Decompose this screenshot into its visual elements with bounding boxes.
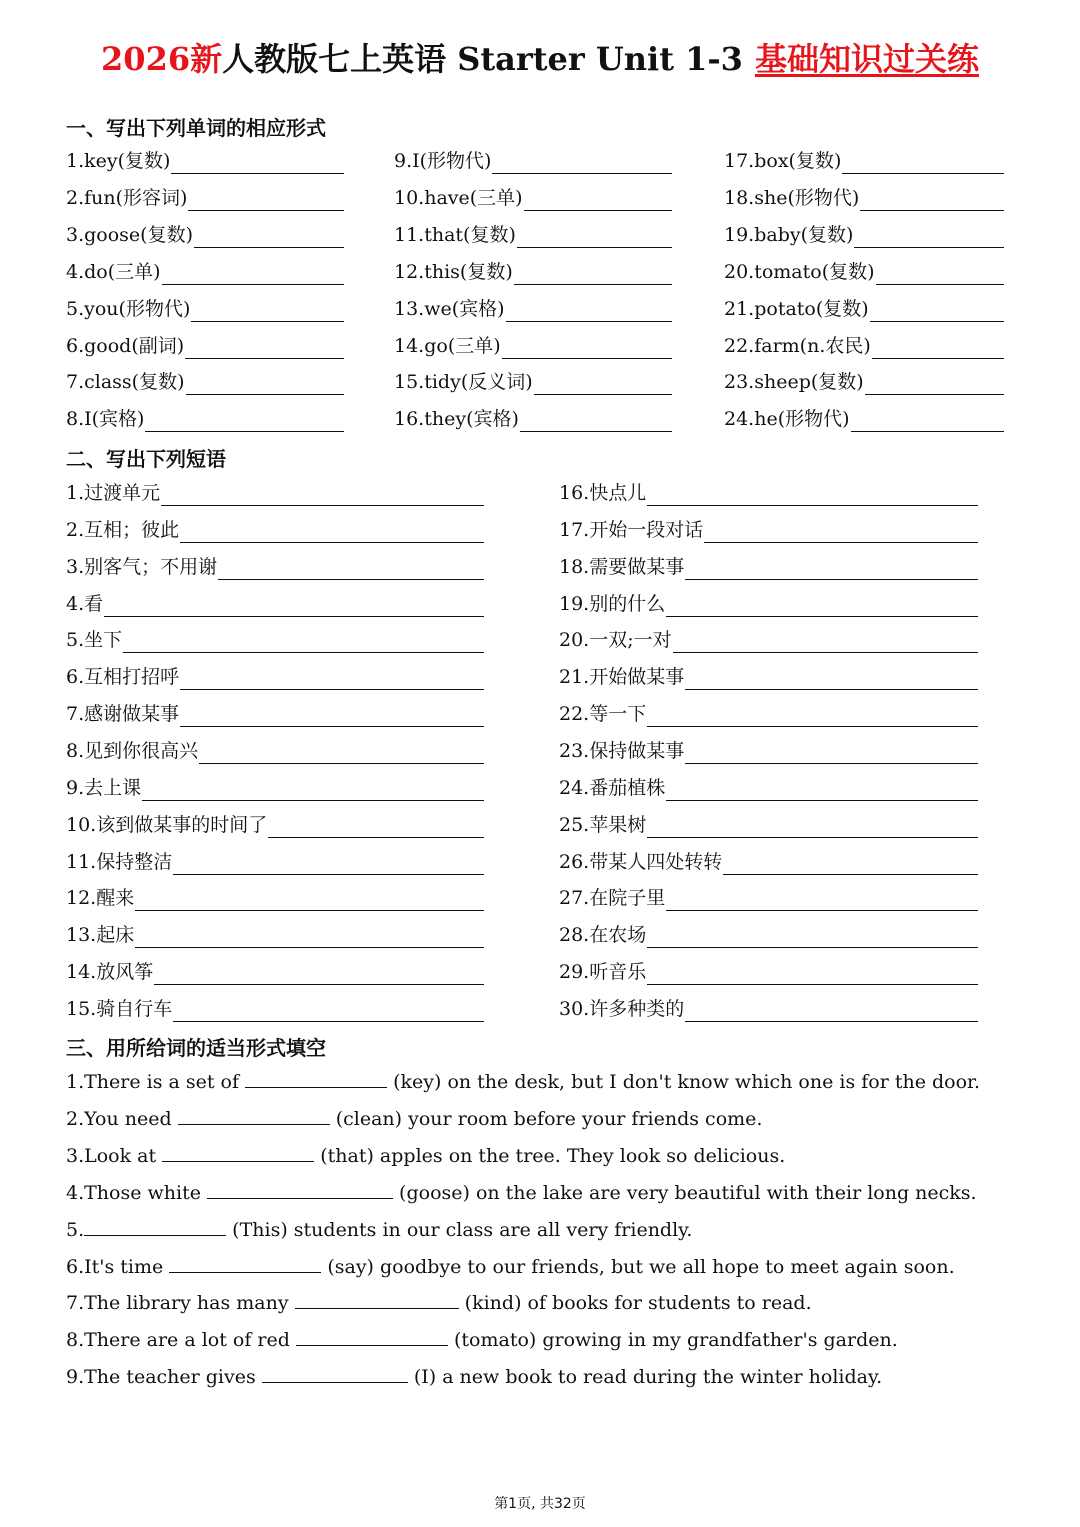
phrase-label: 12.醒来: [66, 887, 135, 910]
answer-blank[interactable]: [685, 669, 978, 690]
answer-blank[interactable]: [514, 264, 672, 285]
phrase-item: [559, 517, 978, 543]
word-form-item: [394, 406, 672, 432]
phrase-label: 3.别客气；不用谢: [66, 555, 218, 578]
phrase-item: [66, 554, 484, 580]
answer-blank[interactable]: [180, 706, 484, 727]
fill-in-sentence: [66, 1364, 882, 1390]
phrase-item: [66, 701, 484, 727]
phrase-label: 16.快点儿: [559, 482, 647, 504]
answer-blank[interactable]: [207, 1180, 393, 1199]
answer-blank[interactable]: [666, 890, 978, 911]
phrase-label: 10.该到做某事的时间了: [66, 813, 268, 836]
sentence-start: 3.Look at: [66, 1144, 163, 1167]
phrase-item: [66, 922, 484, 948]
word-form-label: 8.I(宾格): [66, 408, 145, 431]
word-form-label: 15.tidy(反义词): [394, 371, 533, 394]
answer-blank[interactable]: [218, 559, 484, 580]
answer-blank[interactable]: [685, 1001, 978, 1022]
answer-blank[interactable]: [173, 1001, 484, 1022]
sentence-end: (say) goodbye to our friends, but we all hope to meet again soon.: [321, 1255, 955, 1278]
word-form-label: 18.she(形物代): [724, 186, 860, 209]
answer-blank[interactable]: [685, 559, 978, 580]
word-form-label: 20.tomato(复数): [724, 260, 875, 283]
word-form-item: [724, 148, 1004, 174]
sentence-end: (that) apples on the tree. They look so delicious.: [314, 1144, 786, 1167]
word-form-item: [394, 333, 672, 359]
sentence-start: 2.You need: [66, 1107, 178, 1130]
fill-in-sentence: [66, 1254, 955, 1280]
phrase-item: [559, 701, 978, 727]
word-form-label: 23.sheep(复数): [724, 371, 864, 394]
section3-heading: 三、用所给词的适当形式填空: [66, 1036, 326, 1060]
word-form-label: 19.baby(复数): [724, 223, 854, 246]
word-form-label: 4.do(三单): [66, 260, 161, 283]
word-form-label: 9.I(形物代): [394, 150, 492, 172]
phrase-label: 18.需要做某事: [559, 555, 685, 578]
word-form-item: [66, 148, 344, 174]
word-form-item: [724, 333, 1004, 359]
answer-blank[interactable]: [186, 374, 345, 395]
answer-blank[interactable]: [162, 264, 344, 285]
phrase-item: [66, 775, 484, 801]
answer-blank[interactable]: [492, 153, 672, 174]
word-form-item: [66, 369, 344, 395]
word-form-item: [66, 406, 344, 432]
answer-blank[interactable]: [84, 1217, 226, 1236]
answer-blank[interactable]: [178, 1106, 330, 1125]
answer-blank[interactable]: [199, 743, 484, 764]
answer-blank[interactable]: [870, 301, 1004, 322]
answer-blank[interactable]: [104, 596, 484, 617]
word-form-label: 6.good(副词): [66, 334, 185, 357]
phrase-item: [559, 849, 978, 875]
word-form-label: 14.go(三单): [394, 334, 501, 357]
phrase-label: 17.开始一段对话: [559, 518, 704, 541]
sentence-end: (kind) of books for students to read.: [458, 1292, 812, 1315]
answer-blank[interactable]: [520, 411, 672, 432]
word-form-label: 17.box(复数): [724, 150, 842, 172]
phrase-item: [66, 738, 484, 764]
answer-blank[interactable]: [245, 1069, 387, 1088]
title-year: 2026新: [101, 40, 223, 78]
sentence-start: 1.There is a set of: [66, 1071, 246, 1093]
answer-blank[interactable]: [876, 264, 1004, 285]
word-form-item: [394, 222, 672, 248]
phrase-label: 22.等一下: [559, 703, 647, 726]
answer-blank[interactable]: [194, 227, 344, 248]
phrase-label: 8.见到你很高兴: [66, 739, 199, 762]
word-form-label: 3.goose(复数): [66, 223, 193, 246]
phrase-item: [559, 885, 978, 911]
word-form-item: [724, 185, 1004, 211]
sentence-end: (tomato) growing in my grandfather's garden.: [447, 1329, 898, 1352]
answer-blank[interactable]: [180, 522, 484, 543]
phrase-label: 19.别的什么: [559, 592, 666, 615]
fill-in-sentence: [66, 1290, 812, 1316]
word-form-item: [394, 259, 672, 285]
word-form-item: [394, 148, 672, 174]
answer-blank[interactable]: [673, 632, 978, 653]
answer-blank[interactable]: [169, 1254, 321, 1273]
word-form-label: 13.we(宾格): [394, 297, 505, 320]
answer-blank[interactable]: [185, 338, 344, 359]
word-form-item: [66, 259, 344, 285]
phrase-label: 24.番茄植株: [559, 776, 666, 799]
sentence-end: (I) a new book to read during the winter holiday.: [407, 1366, 883, 1389]
page-title: [0, 36, 1080, 82]
answer-blank[interactable]: [296, 1327, 448, 1346]
answer-blank[interactable]: [262, 1364, 408, 1383]
answer-blank[interactable]: [842, 153, 1004, 174]
word-form-label: 22.farm(n.农民): [724, 334, 871, 357]
phrase-label: 26.带某人四处转转: [559, 850, 723, 873]
title-main: 人教版七上英语 Starter Unit 1-3: [222, 40, 743, 78]
sentence-end: (key) on the desk, but I don't know which one is for the door.: [387, 1071, 981, 1093]
word-form-label: 24.he(形物代): [724, 408, 850, 431]
phrase-item: [66, 517, 484, 543]
word-form-item: [724, 222, 1004, 248]
word-form-item: [724, 296, 1004, 322]
answer-blank[interactable]: [723, 854, 978, 875]
phrase-item: [559, 775, 978, 801]
answer-blank[interactable]: [145, 411, 344, 432]
phrase-item: [559, 959, 978, 985]
answer-blank[interactable]: [647, 706, 978, 727]
phrase-item: [559, 554, 978, 580]
phrase-label: 6.互相打招呼: [66, 666, 180, 689]
answer-blank[interactable]: [647, 485, 978, 506]
answer-blank[interactable]: [142, 780, 484, 801]
phrase-label: 1.过渡单元: [66, 482, 161, 504]
phrase-item: [66, 664, 484, 690]
phrase-item: [559, 996, 978, 1022]
answer-blank[interactable]: [135, 890, 484, 911]
phrase-item: [559, 922, 978, 948]
word-form-label: 7.class(复数): [66, 371, 185, 394]
answer-blank[interactable]: [173, 854, 484, 875]
word-form-label: 2.fun(形容词): [66, 186, 188, 209]
answer-blank[interactable]: [666, 780, 978, 801]
phrase-item: [66, 812, 484, 838]
answer-blank[interactable]: [865, 374, 1004, 395]
word-form-item: [394, 369, 672, 395]
word-form-item: [394, 185, 672, 211]
answer-blank[interactable]: [161, 485, 484, 506]
phrase-item: [559, 627, 978, 653]
answer-blank[interactable]: [666, 596, 978, 617]
word-form-label: 12.this(复数): [394, 260, 513, 283]
answer-blank[interactable]: [180, 669, 484, 690]
answer-blank[interactable]: [162, 1143, 314, 1162]
phrase-label: 11.保持整洁: [66, 850, 173, 873]
phrase-label: 5.坐下: [66, 629, 123, 652]
answer-blank[interactable]: [135, 927, 484, 948]
section2-heading: 二、写出下列短语: [66, 447, 226, 471]
answer-blank[interactable]: [295, 1290, 459, 1309]
sentence-start: 9.The teacher gives: [66, 1366, 262, 1389]
phrase-label: 2.互相；彼此: [66, 518, 180, 541]
phrase-item: [66, 627, 484, 653]
phrase-label: 21.开始做某事: [559, 666, 685, 689]
sentence-end: (clean) your room before your friends come.: [329, 1107, 763, 1130]
phrase-label: 30.许多种类的: [559, 997, 685, 1020]
word-form-item: [394, 296, 672, 322]
word-form-label: 16.they(宾格): [394, 408, 519, 431]
answer-blank[interactable]: [524, 190, 672, 211]
answer-blank[interactable]: [872, 338, 1004, 359]
fill-in-sentence: [66, 1217, 692, 1243]
sentence-start: 8.There are a lot of red: [66, 1329, 296, 1352]
word-form-label: 11.that(复数): [394, 223, 516, 246]
phrase-label: 4.看: [66, 592, 104, 615]
phrase-label: 9.去上课: [66, 776, 142, 799]
word-form-item: [66, 333, 344, 359]
answer-blank[interactable]: [534, 374, 672, 395]
answer-blank[interactable]: [188, 190, 344, 211]
phrase-label: 13.起床: [66, 924, 135, 947]
phrase-item: [66, 996, 484, 1022]
fill-in-sentence: [66, 1106, 762, 1132]
fill-in-sentence: [66, 1143, 785, 1169]
page-number: 第1页, 共32页: [494, 1496, 586, 1512]
answer-blank[interactable]: [647, 817, 978, 838]
word-form-item: [724, 406, 1004, 432]
section1-heading: 一、写出下列单词的相应形式: [66, 116, 326, 140]
word-form-item: [66, 185, 344, 211]
phrase-item: [66, 885, 484, 911]
word-form-label: 21.potato(复数): [724, 297, 869, 320]
word-form-label: 10.have(三单): [394, 186, 523, 209]
sentence-end: (This) students in our class are all very friendly.: [226, 1218, 693, 1241]
phrase-item: [66, 959, 484, 985]
answer-blank[interactable]: [647, 964, 978, 985]
sentence-start: 4.Those white: [66, 1181, 208, 1204]
word-form-item: [66, 296, 344, 322]
sentence-start: 7.The library has many: [66, 1292, 295, 1315]
answer-blank[interactable]: [502, 338, 672, 359]
phrase-item: [559, 664, 978, 690]
fill-in-sentence: [66, 1069, 980, 1095]
word-form-label: 5.you(形物代): [66, 297, 191, 320]
answer-blank[interactable]: [854, 227, 1004, 248]
phrase-label: 23.保持做某事: [559, 739, 685, 762]
phrase-item: [559, 812, 978, 838]
fill-in-sentence: [66, 1327, 898, 1353]
word-form-item: [66, 222, 344, 248]
word-form-label: 1.key(复数): [66, 150, 171, 172]
phrase-item: [66, 591, 484, 617]
phrase-item: [559, 480, 978, 506]
phrase-item: [559, 591, 978, 617]
phrase-item: [66, 480, 484, 506]
answer-blank[interactable]: [517, 227, 672, 248]
phrase-label: 25.苹果树: [559, 813, 647, 836]
answer-blank[interactable]: [704, 522, 978, 543]
phrase-label: 29.听音乐: [559, 961, 647, 984]
fill-in-sentence: [66, 1180, 977, 1206]
answer-blank[interactable]: [123, 632, 484, 653]
answer-blank[interactable]: [268, 817, 484, 838]
phrase-label: 15.骑自行车: [66, 997, 173, 1020]
phrase-label: 28.在农场: [559, 924, 647, 947]
answer-blank[interactable]: [171, 153, 344, 174]
answer-blank[interactable]: [506, 301, 672, 322]
answer-blank[interactable]: [154, 964, 484, 985]
sentence-start: 5.: [66, 1218, 85, 1241]
phrase-label: 7.感谢做某事: [66, 703, 180, 726]
phrase-item: [66, 849, 484, 875]
phrase-label: 27.在院子里: [559, 887, 666, 910]
phrase-item: [559, 738, 978, 764]
word-form-item: [724, 259, 1004, 285]
word-form-item: [724, 369, 1004, 395]
answer-blank[interactable]: [860, 190, 1004, 211]
answer-blank[interactable]: [647, 927, 978, 948]
sentence-end: (goose) on the lake are very beautiful with their long necks.: [393, 1181, 977, 1204]
phrase-label: 20.一双;一对: [559, 629, 672, 652]
answer-blank[interactable]: [191, 301, 344, 322]
title-subtitle: 基础知识过关练: [754, 40, 979, 78]
sentence-start: 6.It's time: [66, 1255, 170, 1278]
phrase-label: 14.放风筝: [66, 961, 154, 984]
answer-blank[interactable]: [851, 411, 1004, 432]
answer-blank[interactable]: [685, 743, 978, 764]
